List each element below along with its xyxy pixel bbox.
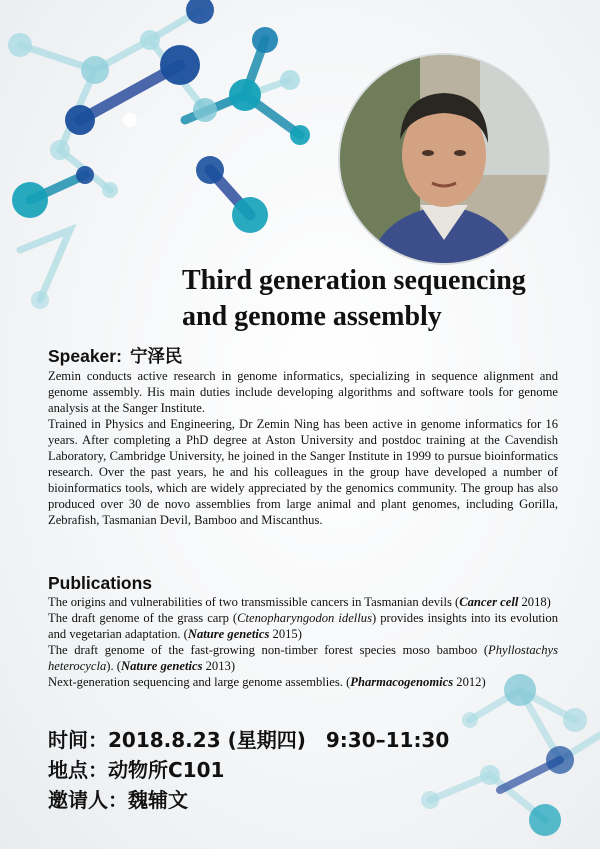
host-value: 魏辅文 <box>128 788 188 812</box>
title-line-2: and genome assembly <box>182 301 442 332</box>
speaker-heading <box>48 343 182 368</box>
publication-item: The draft genome of the fast-growing non-timber forest species moso bamboo (Phyllostachys heterocycla). (Nature genetics 2013) <box>48 643 558 673</box>
publication-item: The draft genome of the grass carp (Ctenopharyngodon idellus) provides insights into its evolution and vegetarian adaptation. (Nature genetics 2015) <box>48 611 558 641</box>
speaker-name: 宁泽民 <box>129 346 183 366</box>
publication-item: Next-generation sequencing and large genome assemblies. (Pharmacogenomics 2012) <box>48 675 486 689</box>
speaker-bio <box>48 368 558 528</box>
lecture-title <box>182 263 592 335</box>
publication-item: The origins and vulnerabilities of two transmissible cancers in Tasmanian devils (Cancer cell 2018) <box>48 595 551 609</box>
speaker-portrait-icon <box>340 55 548 263</box>
publications-list <box>48 594 558 690</box>
event-time <box>48 725 449 755</box>
event-host <box>48 785 449 815</box>
bio-paragraph-1: Zemin conducts active research in genome informatics, specializing in sequence alignment and genome assembly. His main duties include developing algorithms and software tools for genome analysis at the Sanger Institute. <box>48 369 558 415</box>
event-date: 2018.8.23 <box>108 728 221 752</box>
host-label: 邀请人： <box>48 788 128 812</box>
event-place <box>48 755 449 785</box>
place-label: 地点： <box>48 758 108 782</box>
event-time-range: 9:30–11:30 <box>325 728 450 752</box>
speaker-label: Speaker: <box>48 346 122 366</box>
title-line-1: Third generation sequencing <box>182 265 526 296</box>
event-weekday: (星期四) <box>227 728 306 752</box>
bio-paragraph-2: Trained in Physics and Engineering, Dr Zemin Ning has been active in genome informatics for 16 years. After completing a PhD degree at Aston University and postdoc training at the Cavendish Laboratory, Cambridge University, he joined in the Sanger Institute in 1999 to pursue bioinformatics research. Over the past years, he and his colleagues in the group have developed a number of bioinformatics tools, which are widely appreciated by the genomics community. The group has also produced over 30 de novo assemblies from large animal and plant genomes, including Gorilla, Zebrafish, Tasmanian Devil, Bamboo and Miscanthus. <box>48 417 558 527</box>
event-info <box>48 725 449 815</box>
publications-heading: Publications <box>48 573 153 593</box>
time-label: 时间： <box>48 728 108 752</box>
speaker-photo <box>340 55 548 263</box>
place-value: 动物所C101 <box>108 758 225 782</box>
